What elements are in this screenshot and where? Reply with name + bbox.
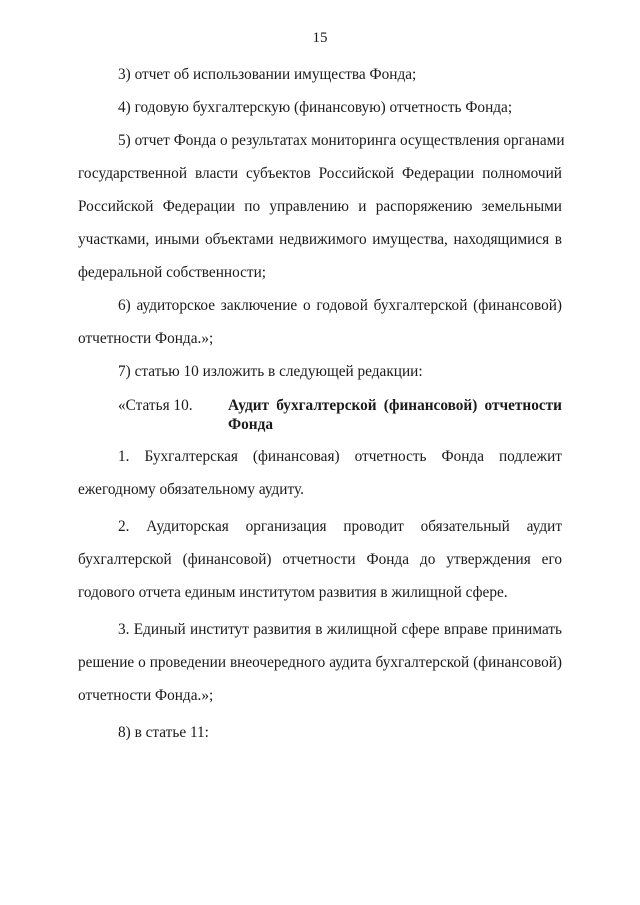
paragraph-line: решение о проведении внеочередного аудита бухгалтерской (финансовой) [78,654,562,671]
paragraph-line: 7) статью 10 изложить в следующей редакции: [118,363,423,380]
paragraph-line: 6) аудиторское заключение о годовой бухгалтерской (финансовой) [118,297,562,314]
article-title-line: Аудит бухгалтерской (финансовой) отчетности [228,397,562,414]
paragraph-line: 8) в статье 11: [118,724,209,741]
paragraph-line: 1. Бухгалтерская (финансовая) отчетность Фонда подлежит [118,448,562,465]
article-heading [78,388,562,436]
paragraph-line: отчетности Фонда.»; [78,687,214,704]
paragraph-line: 3) отчет об использовании имущества Фонда; [118,66,417,83]
paragraph-line: государственной власти субъектов Российской Федерации полномочий [78,165,562,182]
paragraph-line: ежегодному обязательному аудиту. [78,481,304,498]
article-title [228,396,562,434]
page-number: 15 [312,30,328,46]
paragraph-line: 2. Аудиторская организация проводит обязательный аудит [118,518,562,535]
paragraph-line: участками, иными объектами недвижимого имущества, находящимися в [78,231,562,248]
paragraph-line: бухгалтерской (финансовой) отчетности Фонда до утверждения его [78,551,562,568]
paragraph-line: 4) годовую бухгалтерскую (финансовую) отчетность Фонда; [118,99,513,116]
paragraph-line: федеральной собственности; [78,264,267,281]
paragraph-line: 3. Единый институт развития в жилищной сфере вправе принимать [118,621,562,638]
paragraph-line: Российской Федерации по управлению и распоряжению земельными [78,198,562,215]
article-label: «Статья 10. [118,397,193,414]
paragraph-line: 5) отчет Фонда о результатах мониторинга осуществления органами [118,132,565,149]
document-body [78,58,565,749]
paragraph-line: отчетности Фонда.»; [78,330,214,347]
paragraph-line: годового отчета единым институтом развития в жилищной сфере. [78,584,508,601]
article-title-line: Фонда [228,416,273,433]
